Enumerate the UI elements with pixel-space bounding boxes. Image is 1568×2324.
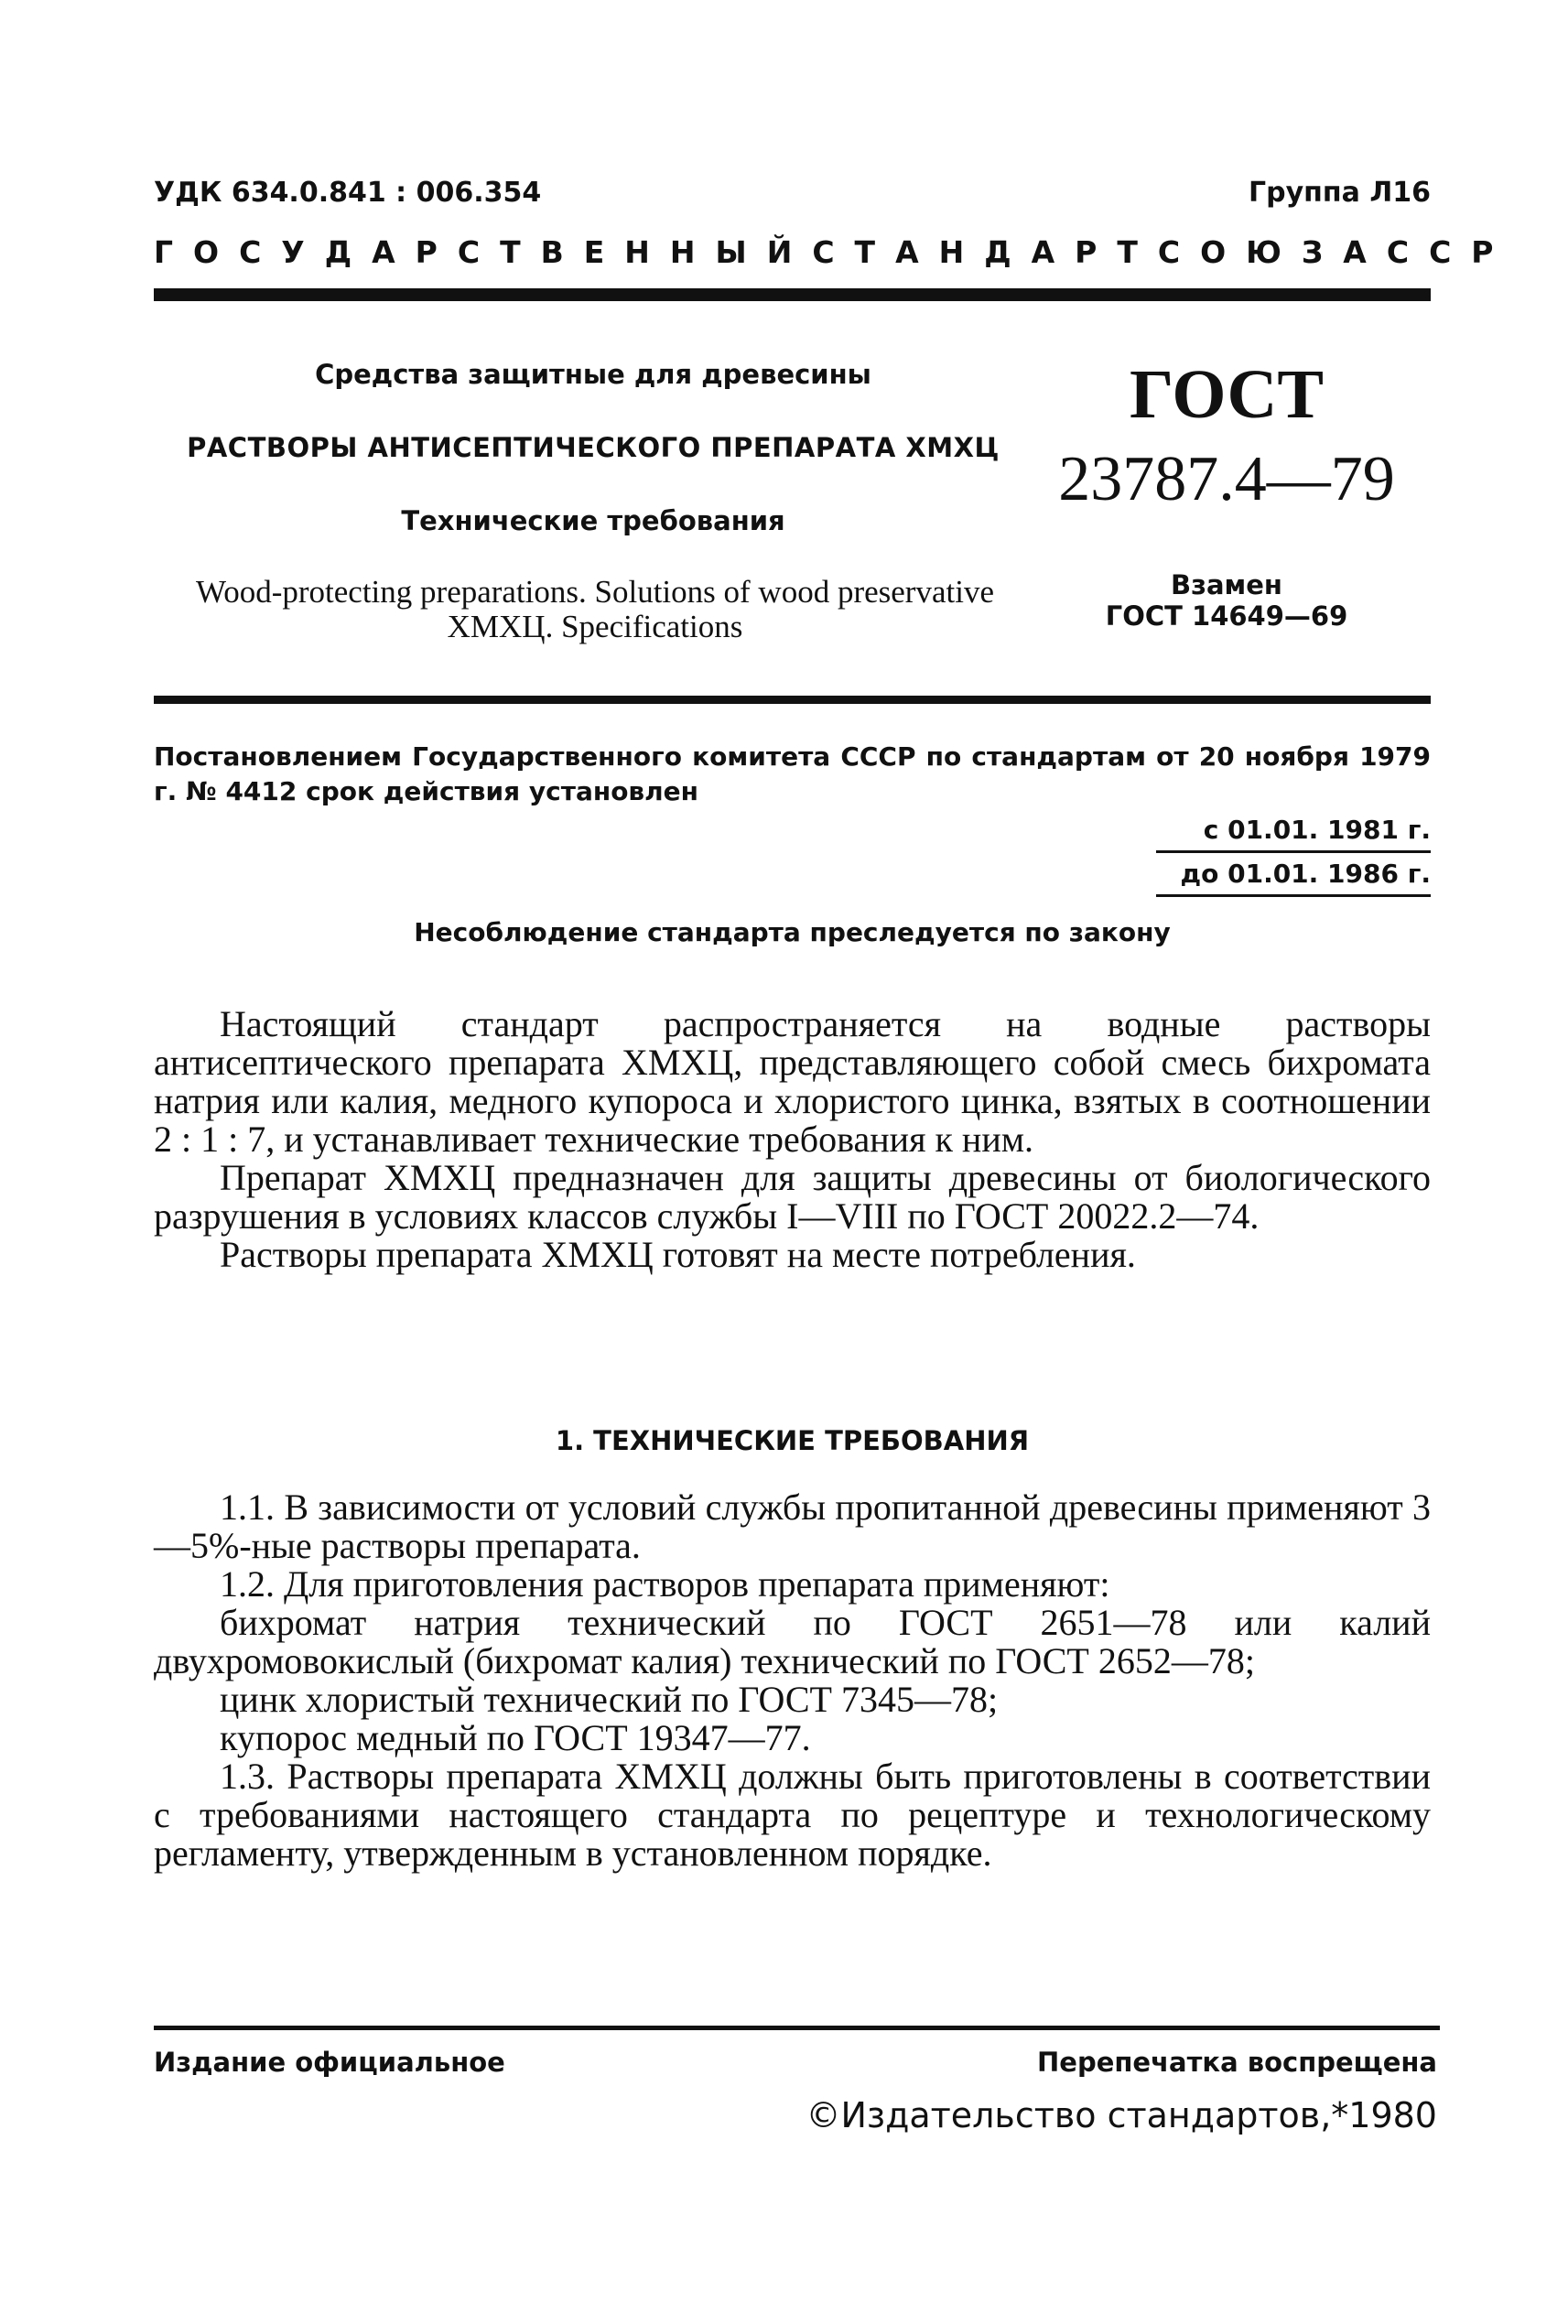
gost-number: 23787.4—79	[1058, 444, 1395, 514]
gost-label: ГОСТ	[1129, 356, 1325, 433]
subject-line: Средства защитные для древесины	[315, 359, 871, 390]
publisher-year: 1980	[1348, 2095, 1437, 2135]
paragraph: Растворы препарата ХМХЦ готовят на месте потребления.	[220, 1234, 1136, 1275]
paragraph: Препарат ХМХЦ предназначен для защиты древесины от биологического разрушения в условиях классов службы I—VIII по ГОСТ 20022.2—74.	[154, 1157, 1431, 1237]
document-title: РАСТВОРЫ АНТИСЕПТИЧЕСКОГО ПРЕПАРАТА ХМХЦ	[187, 432, 1000, 463]
udk-code: УДК 634.0.841 : 006.354	[154, 177, 542, 209]
valid-to: до 01.01. 1986 г.	[1156, 857, 1431, 897]
replace-label: Взамен	[1171, 569, 1282, 600]
resolution-text: Постановлением Государственного комитета СССР по стандартам от 20 ноября 1979 г. № 4412 срок действия установлен	[154, 741, 1431, 806]
publisher-name: ©Издательство стандартов,	[806, 2095, 1332, 2135]
intro-section	[154, 1005, 1431, 1274]
standard-banner	[154, 234, 1514, 270]
publisher-mark: *	[1331, 2095, 1349, 2135]
divider	[154, 2026, 1440, 2030]
reprint-note: Перепечатка воспрещена	[1037, 2047, 1437, 2078]
divider	[154, 696, 1431, 704]
spec-line: Технические требования	[401, 505, 785, 536]
clause-item: бихромат натрия технический по ГОСТ 2651—78 или калий двухромовокислый (бихромат калия) технический по ГОСТ 2652—78;	[154, 1602, 1431, 1681]
replaced-standard: ГОСТ 14649—69	[1105, 600, 1348, 632]
group-code: Группа Л16	[1249, 177, 1431, 209]
english-title: Wood-protecting preparations. Solutions of wood preservative ХМХЦ. Specifications	[196, 574, 994, 644]
legal-warning: Несоблюдение стандарта преследуется по закону	[414, 917, 1171, 947]
requirements-section	[154, 1488, 1431, 1873]
banner-word: ГОСУДАРСТВЕННЫЙ	[154, 234, 813, 270]
clause-1-2: 1.2. Для приготовления растворов препарата применяют:	[220, 1563, 1110, 1605]
banner-word: СОЮЗА	[1157, 234, 1387, 270]
clause-1-3: 1.3. Растворы препарата ХМХЦ должны быть приготовлены в соответствии с требованиями настоящего стандарта по рецептуре и технологическому регламенту, утвержденным в установленном порядке.	[154, 1756, 1431, 1874]
clause-1-1: 1.1. В зависимости от условий службы пропитанной древесины применяют 3—5%-ные растворы препарата.	[154, 1486, 1431, 1566]
clause-item: цинк хлористый технический по ГОСТ 7345—78;	[220, 1679, 999, 1720]
banner-word: СТАНДАРТ	[812, 234, 1158, 270]
section-heading: 1. ТЕХНИЧЕСКИЕ ТРЕБОВАНИЯ	[555, 1425, 1030, 1456]
paragraph: Настоящий стандарт распространяется на водные растворы антисептического препарата ХМХЦ, представляющего собой смесь бихромата натрия или калия, медного купороса и хлористого цинка, взятых в соотношении 2 : 1 : 7, и устанавливает технические требования к ним.	[154, 1003, 1431, 1160]
banner-word: ССР	[1386, 234, 1514, 270]
validity-dates	[1156, 813, 1431, 901]
edition-note: Издание официальное	[154, 2047, 505, 2078]
publisher-copyright	[806, 2095, 1437, 2135]
divider	[154, 288, 1431, 301]
valid-from: с 01.01. 1981 г.	[1156, 813, 1431, 853]
clause-item: купорос медный по ГОСТ 19347—77.	[220, 1717, 811, 1758]
